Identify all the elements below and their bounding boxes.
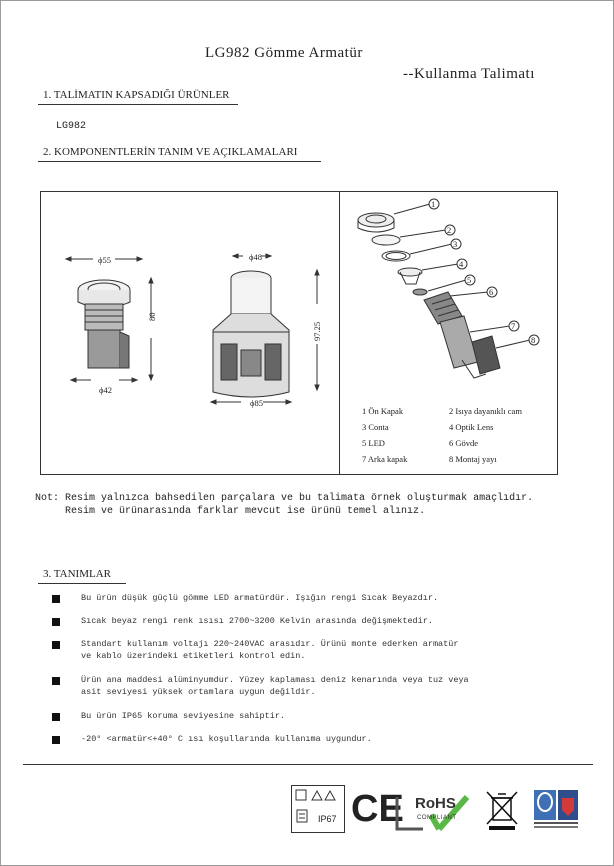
- weee-logo: [483, 788, 521, 832]
- callout-2: 2: [447, 225, 452, 235]
- legend-item-6: 6 Gövde: [449, 438, 479, 448]
- callout-8: 8: [531, 335, 536, 345]
- legend-item-7: 7 Arka kapak: [362, 454, 408, 464]
- section-2-underline: [38, 161, 321, 162]
- legend-item-1: 1 Ön Kapak: [362, 406, 404, 416]
- callout-1: 1: [431, 199, 436, 209]
- document-title: LG982 Gömme Armatür: [205, 45, 363, 61]
- footer-divider: [23, 764, 593, 765]
- note-line-1: Not: Resim yalnızca bahsedilen parçalara ve bu talimata örnek oluşturmak amaçlıdır.: [35, 493, 534, 504]
- dimension-h97: 97.25: [312, 321, 322, 341]
- ce-mark: CE: [351, 788, 404, 830]
- callout-6: 6: [489, 287, 494, 297]
- definition-6: -20° <armatür<+40° C ısı koşullarında kullanıma uygundur.: [81, 734, 372, 744]
- section-2-heading: 2. KOMPONENTLERİN TANIM VE AÇIKLAMALARI: [43, 146, 298, 158]
- section-1-item: LG982: [56, 121, 87, 132]
- ce-logo: [351, 785, 404, 833]
- dimension-h80: 80: [147, 312, 157, 321]
- definition-bullet: [52, 641, 60, 649]
- callout-7: 7: [511, 321, 516, 331]
- definition-5: Bu ürün IP65 koruma seviyesine sahiptir.: [81, 711, 286, 721]
- definition-bullet: [52, 595, 60, 603]
- rohs-label: RoHS: [415, 795, 456, 812]
- rohs-compliant-label: COMPLIANT: [417, 815, 457, 821]
- legend-item-8: 8 Montaj yayı: [449, 454, 497, 464]
- definition-bullet: [52, 618, 60, 626]
- callout-5: 5: [467, 275, 472, 285]
- legend-item-3: 3 Conta: [362, 422, 389, 432]
- document-subtitle: --Kullanma Talimatı: [403, 66, 535, 82]
- legend-item-2: 2 Isıya dayanıklı cam: [449, 406, 522, 416]
- legend-item-5: 5 LED: [362, 438, 385, 448]
- crossed-bin-icon: [483, 788, 521, 832]
- section-3-heading: 3. TANIMLAR: [43, 568, 111, 580]
- rohs-logo: [393, 789, 473, 833]
- note-line-2: Resim ve ürünarasında farklar mevcut ise ürünü temel alınız.: [35, 506, 426, 517]
- callout-3: 3: [453, 239, 458, 249]
- ip67-label: IP67: [318, 814, 337, 824]
- dimension-d55: ϕ55: [98, 255, 111, 265]
- dimension-drawing: [41, 192, 339, 474]
- dimension-d85: ϕ85: [250, 398, 263, 408]
- callout-4: 4: [459, 259, 464, 269]
- section-3-underline: [38, 583, 126, 584]
- ip-warning-icon: [292, 786, 344, 832]
- ip67-logo: [291, 785, 345, 833]
- definition-4: Ürün ana maddesi alüminyumdur. Yüzey kaplaması deniz kenarında veya tuz veya asit seviyesi yüksek ortamlara uygun değildir.: [81, 675, 469, 697]
- quality-seal-icon: [532, 788, 580, 832]
- definition-bullet: [52, 677, 60, 685]
- definition-bullet: [52, 713, 60, 721]
- definition-bullet: [52, 736, 60, 744]
- definition-3: Standart kullanım voltajı 220~240VAC arasıdır. Ürünü monte ederken armatür ve kablo üzerindeki etiketleri kontrol edin.: [81, 639, 459, 661]
- definition-2: Sıcak beyaz rengi renk ısısı 2700~3200 Kelvin arasında değişmektedir.: [81, 616, 433, 626]
- section-1-heading: 1. TALİMATIN KAPSADIĞI ÜRÜNLER: [43, 89, 230, 101]
- exploded-view-drawing: [340, 192, 557, 402]
- dimension-d42: ϕ42: [99, 385, 112, 395]
- dimension-d48: ϕ48: [249, 252, 262, 262]
- section-1-underline: [38, 104, 238, 105]
- legend-item-4: 4 Optik Lens: [449, 422, 494, 432]
- definition-1: Bu ürün düşük güçlü gömme LED armatürdür. Işığın rengi Sıcak Beyazdır.: [81, 593, 439, 603]
- quality-logo: [532, 788, 580, 832]
